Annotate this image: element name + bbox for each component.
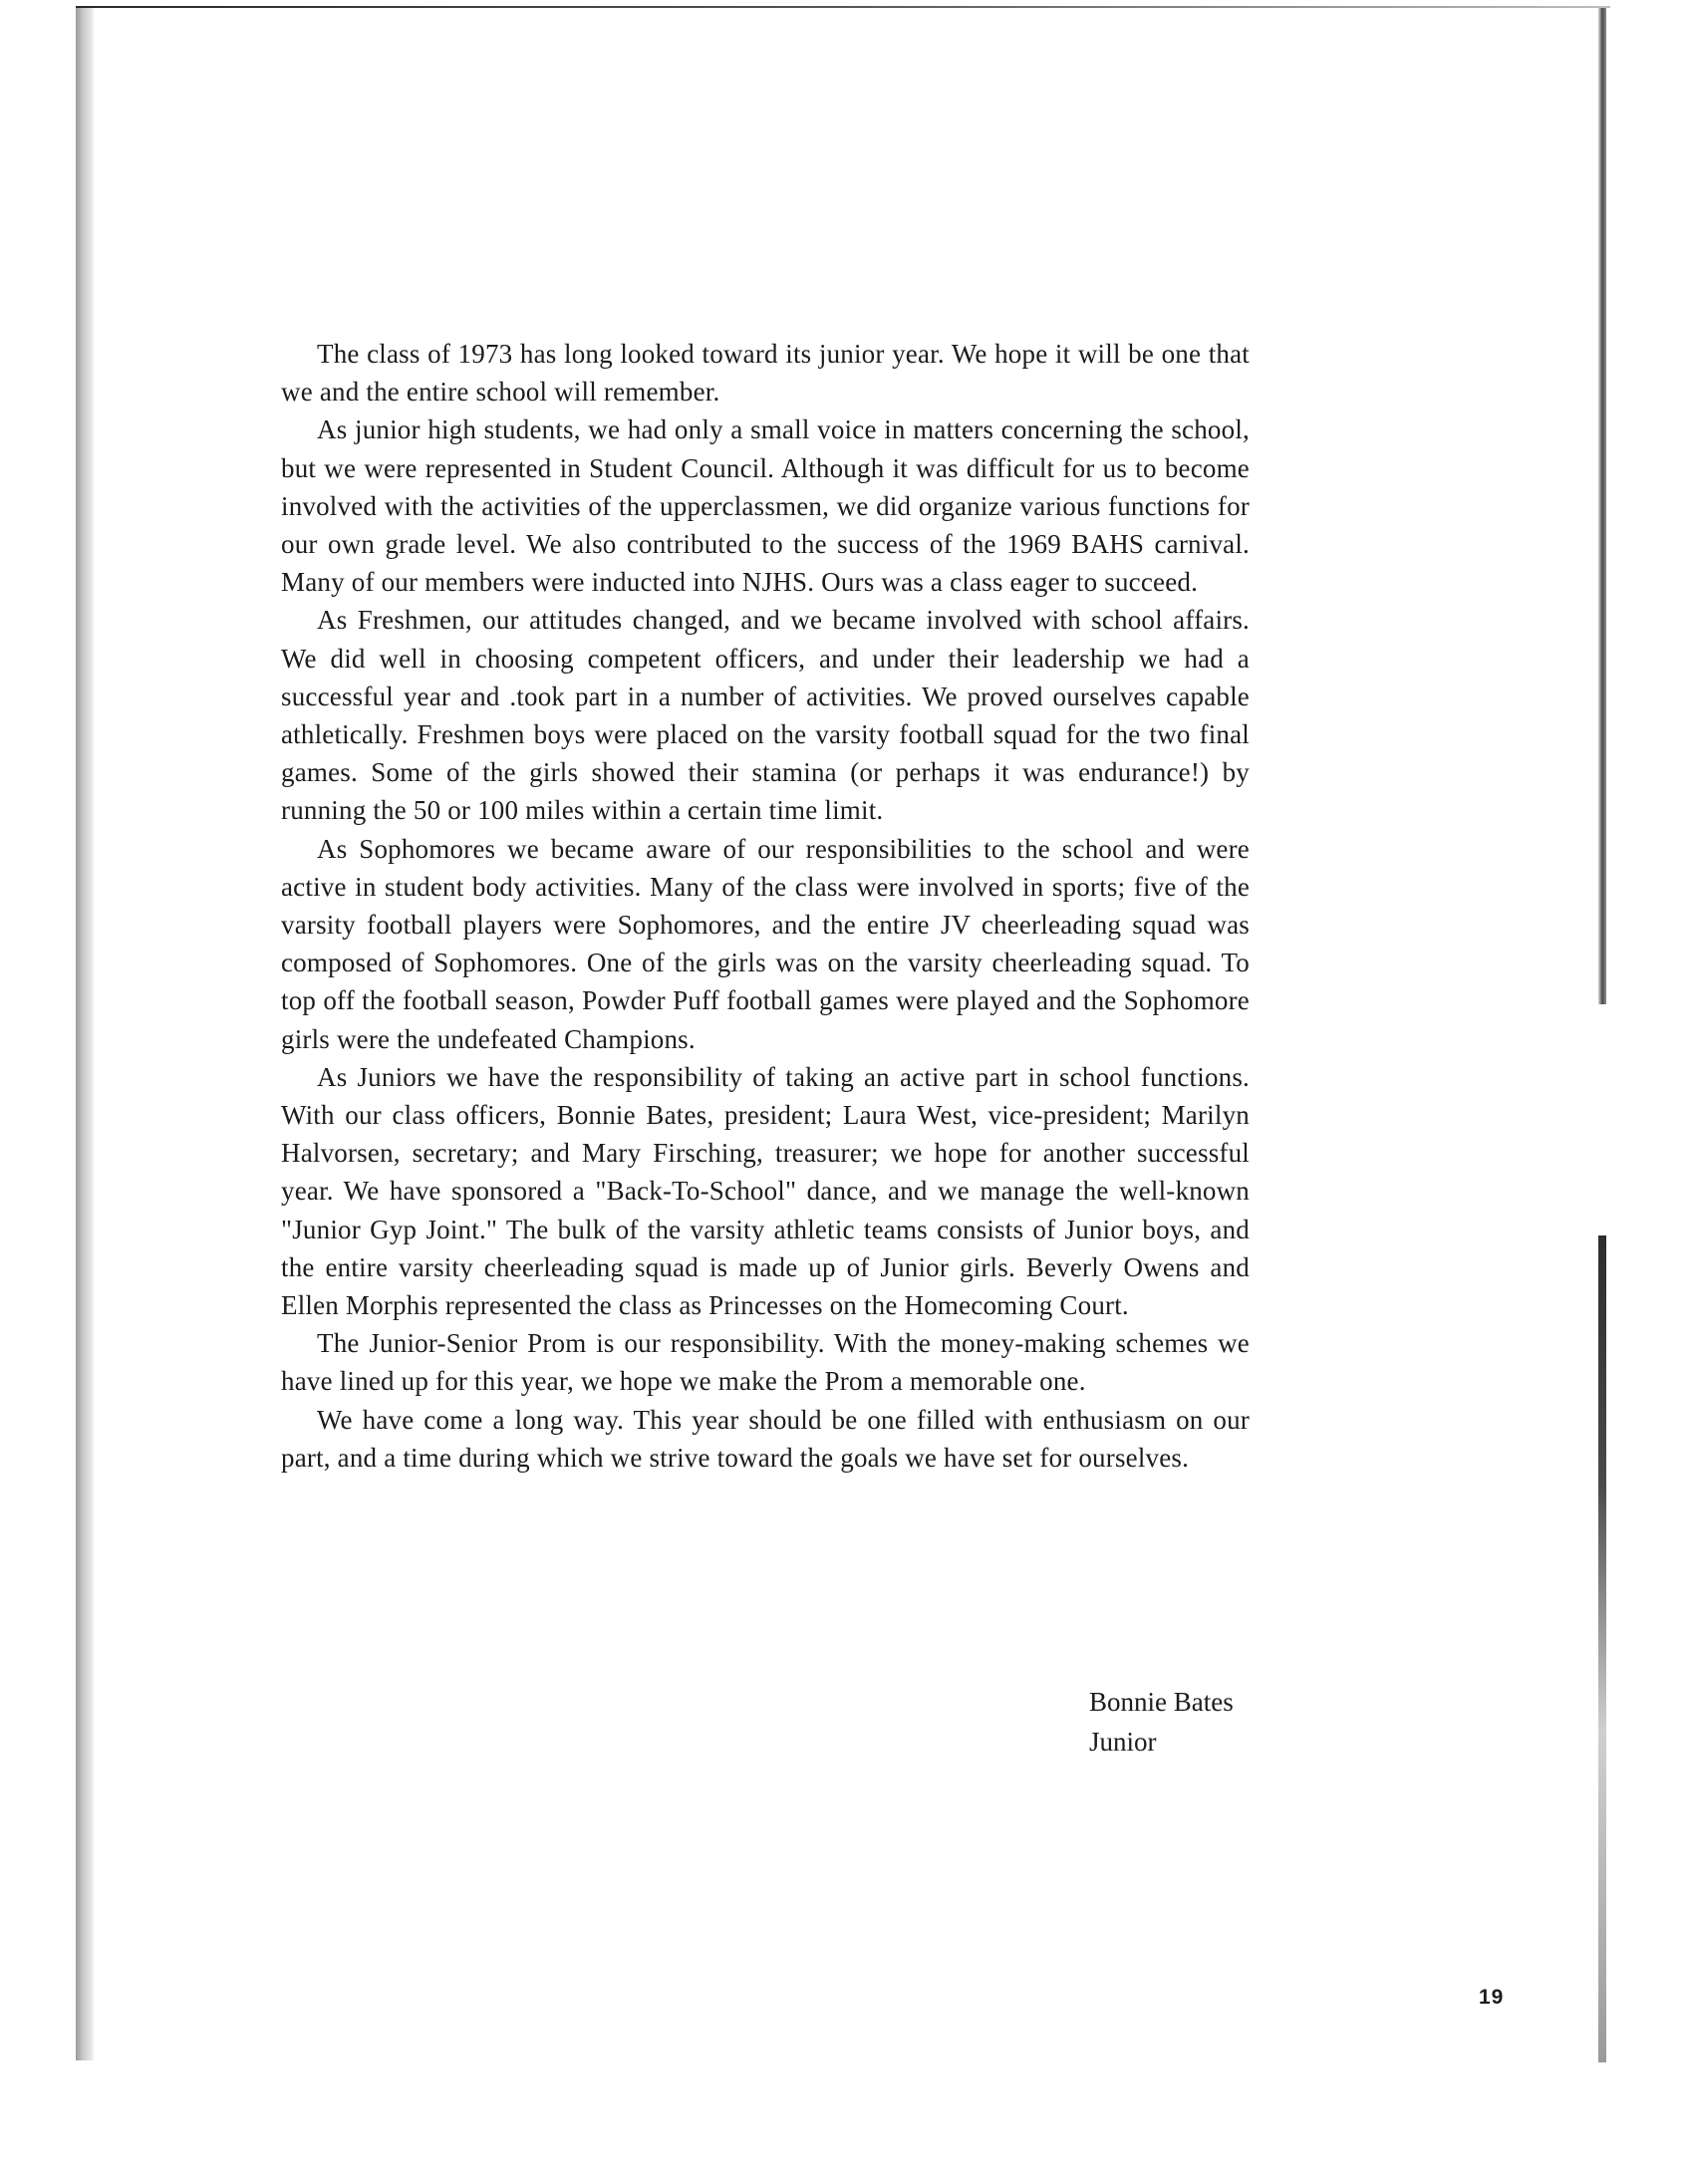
page-binding-shadow: [76, 8, 94, 2060]
paragraph-junior-high: As junior high students, we had only a small voice in matters concerning the school, but we were represented in Student Council. Although it was difficult for us to become involved with the activities of the upperclassmen, we did organize various functions for our own grade level. We also contributed to the success of the 1969 BAHS carnival. Many of our members were inducted into NJHS. Ours was a class eager to succeed.: [281, 414, 1250, 598]
paragraph-closing: We have come a long way. This year should be one filled with enthusiasm on our part, and a time during which we strive toward the goals we have set for ourselves.: [281, 1404, 1250, 1473]
signature-name: Bonnie Bates: [1089, 1687, 1234, 1717]
page-number: 19: [1479, 1986, 1505, 2009]
paragraph-freshmen: As Freshmen, our attitudes changed, and we became involved with school affairs. We did well in choosing competent officers, and under their leadership we had a successful year and .took part in a number of activities. We proved ourselves capable athletically. Freshmen boys were placed on the varsity football squad for the two final games. Some of the girls showed their stamina (or perhaps it was endurance!) by running the 50 or 100 miles within a certain time limit.: [281, 605, 1250, 826]
paragraph-juniors: As Juniors we have the responsibility of taking an active part in school functions. With our class officers, Bonnie Bates, president; Laura West, vice-president; Marilyn Halvorsen, secretary; and Mary Firsching, treasurer; we hope for another successful year. We have sponsored a "Back-To-School" dance, and we manage the well-known "Junior Gyp Joint." The bulk of the varsity athletic teams consists of Junior boys, and the entire varsity cheerleading squad is made up of Junior girls. Beverly Owens and Ellen Morphis represented the class as Princesses on the Homecoming Court.: [281, 1061, 1250, 1321]
page-right-edge-upper: [1598, 8, 1606, 1004]
class-history-text: [281, 335, 1250, 1477]
paragraph-sophomores: As Sophomores we became aware of our responsibilities to the school and were active in student body activities. Many of the class were involved in sports; five of the varsity football players were Sophomores, and the entire JV cheerleading squad was composed of Sophomores. One of the girls was on the varsity cheerleading squad. To top off the football season, Powder Puff football games were played and the Sophomore girls were the undefeated Champions.: [281, 833, 1250, 1054]
paragraph-intro: The class of 1973 has long looked toward its junior year. We hope it will be one that we and the entire school will remember.: [281, 339, 1250, 408]
paragraph-prom: The Junior-Senior Prom is our responsibility. With the money-making schemes we have lined up for this year, we hope we make the Prom a memorable one.: [281, 1328, 1250, 1397]
signature-block: [1089, 1682, 1234, 1762]
page-right-edge-lower: [1598, 1235, 1606, 2062]
signature-title: Junior: [1089, 1727, 1157, 1757]
